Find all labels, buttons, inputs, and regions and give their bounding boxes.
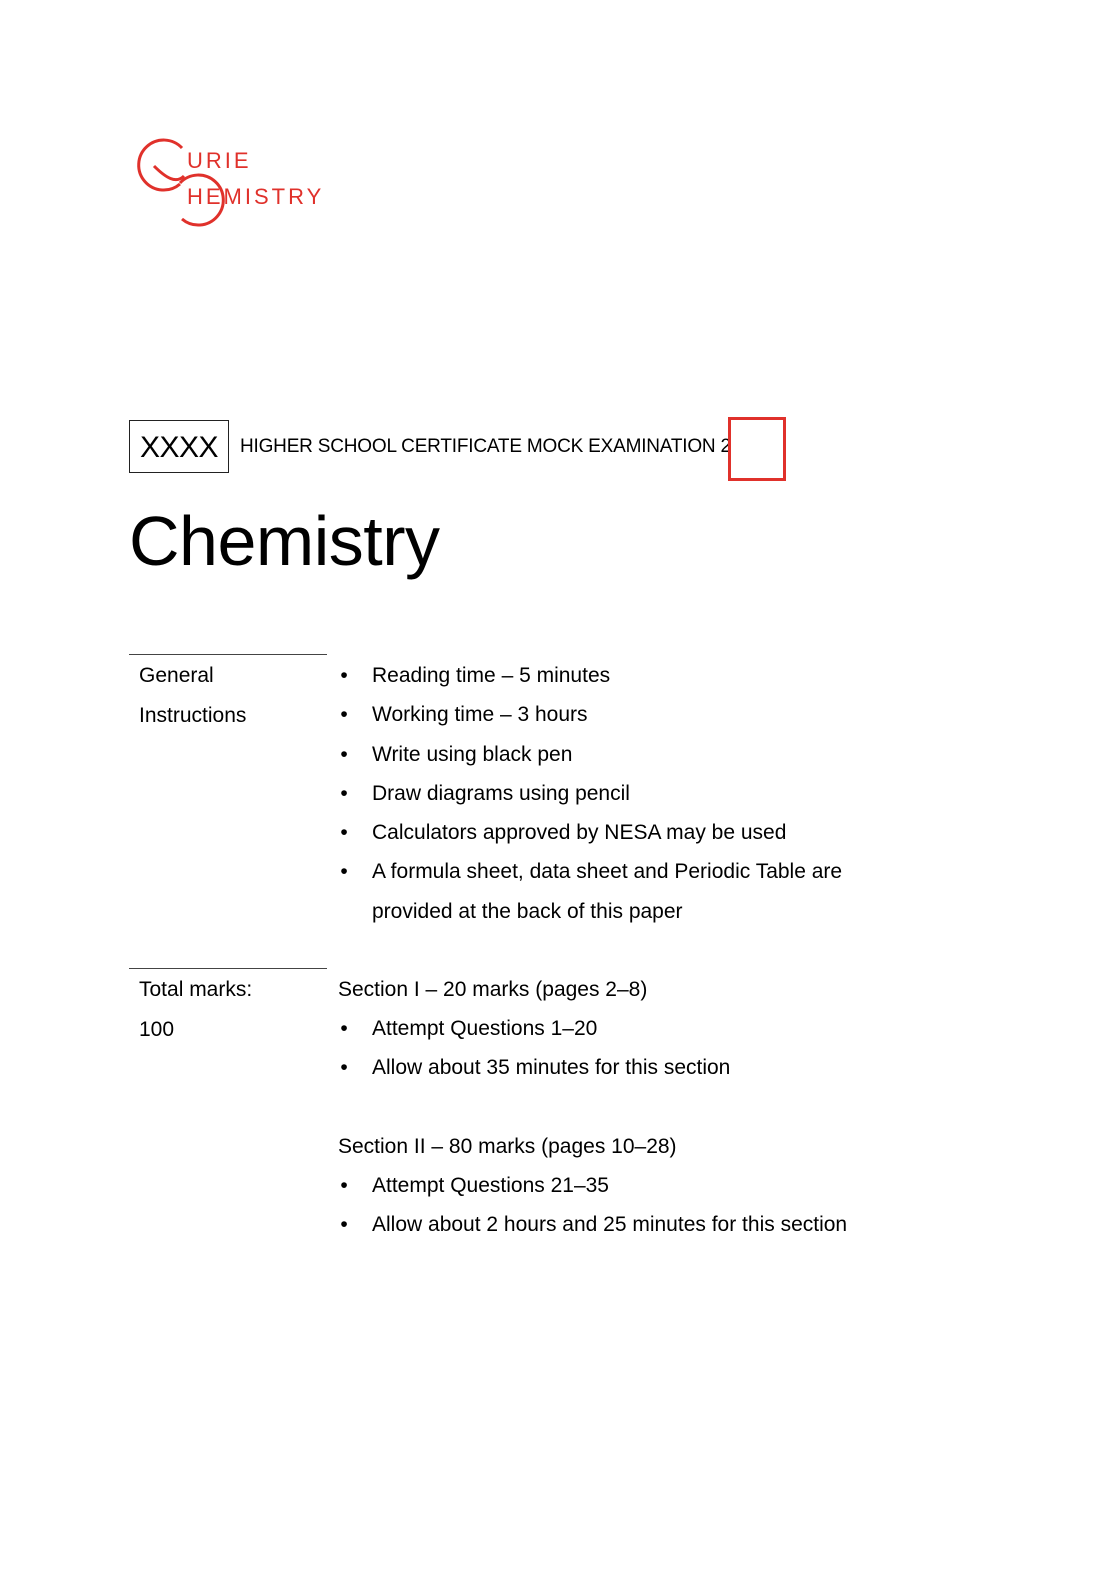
bullet-icon: • [340,821,348,845]
total-marks-value: 100 [139,1017,175,1041]
subject-title: Chemistry [129,502,440,580]
list-item-text: Draw diagrams using pencil [372,781,630,805]
list-item-text: Attempt Questions 1–20 [372,1017,598,1040]
list-item [338,1205,898,1244]
bullet-icon: • [340,664,348,687]
bullet-icon: • [340,781,348,805]
highlight-box [728,417,786,481]
general-instructions-list [338,656,898,931]
list-item [338,695,898,734]
list-item [338,1166,898,1205]
exam-code-box: XXXX [129,420,229,473]
bullet-icon: • [340,1174,348,1197]
bullet-icon: • [340,1017,348,1040]
list-item-text: Calculators approved by NESA may be used [372,821,787,845]
divider-rule [129,654,327,655]
general-instructions-label [139,656,319,735]
section-2-list [338,1166,898,1245]
section-1-title: Section I – 20 marks [338,978,530,1001]
list-item-text: Write using black pen [372,742,573,766]
list-item [338,1009,898,1048]
curie-chemistry-logo [124,126,344,230]
section-1-heading [338,970,647,1009]
total-marks-label [139,970,319,1049]
section-2-pages: (pages 10–28) [541,1135,677,1158]
bullet-icon: • [340,742,348,766]
list-item [338,813,898,852]
divider-rule [129,968,327,969]
list-item-text: Allow about 35 minutes for this section [372,1056,731,1080]
list-item [338,774,898,813]
list-item-text: Allow about 2 hours and 25 minutes for this section [372,1213,848,1237]
section-2-title: Section II – 80 marks [338,1135,536,1158]
general-label-line1: General [139,664,214,687]
bullet-icon: • [340,1213,348,1237]
logo-upper-c-mark [139,140,182,190]
bullet-icon: • [340,860,348,884]
list-item [338,852,892,931]
list-item-text: Attempt Questions 21–35 [372,1174,609,1197]
general-label-line2: Instructions [139,703,247,727]
logo-line1: URIE [187,148,252,173]
total-marks-line1: Total marks: [139,978,253,1001]
section-1-pages: (pages 2–8) [535,978,648,1001]
logo-line2: HEMISTRY [187,184,325,209]
list-item-text: Working time – 3 hours [372,703,588,727]
list-item [338,1048,898,1087]
list-item-text: Reading time – 5 minutes [372,664,611,687]
list-item [338,735,898,774]
list-item-text: A formula sheet, data sheet and Periodic Table are provided at the back of this paper [372,860,843,923]
exam-title: HIGHER SCHOOL CERTIFICATE MOCK EXAMINATION 2 [240,436,731,457]
logo-swash-mark [154,166,184,180]
section-1-list [338,1009,898,1088]
bullet-icon: • [340,703,348,727]
section-2-heading [338,1127,677,1166]
bullet-icon: • [340,1056,348,1080]
list-item [338,656,898,695]
